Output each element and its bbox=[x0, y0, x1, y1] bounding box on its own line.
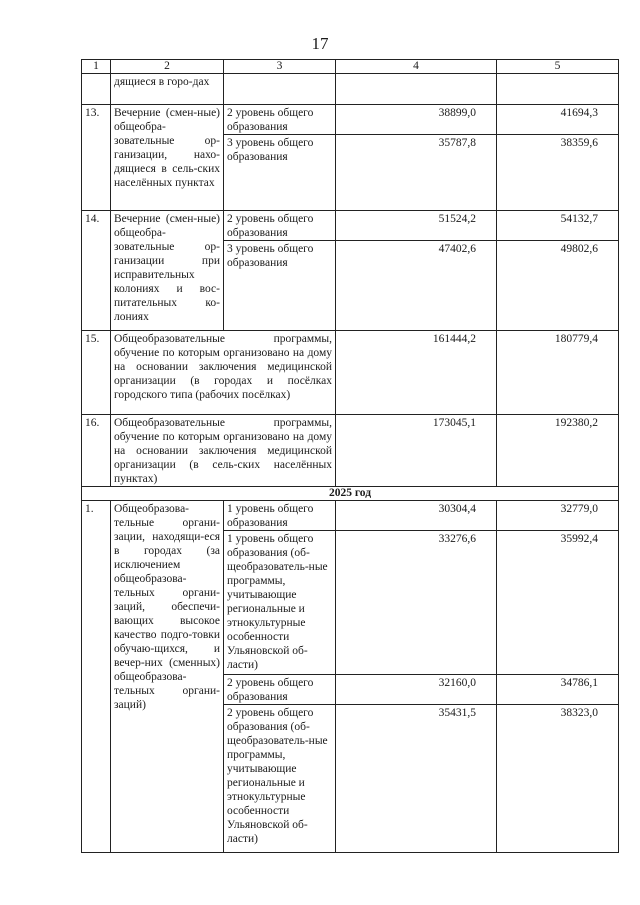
row-number: 1. bbox=[82, 501, 111, 853]
education-level: 2 уровень общего образования (об-щеобразователь-ные программы, учитывающие региональные и этнокультурные особенности Ульяновской об-ласти) bbox=[224, 705, 336, 853]
row-name: Вечерние (смен-ные) общеобра-зовательные ор-ганизации при исправительных колониях и вос-питательных ко-лониях bbox=[111, 211, 224, 331]
value-col-4: 35431,5 bbox=[336, 705, 497, 853]
row-number: 15. bbox=[82, 331, 111, 415]
education-level: 2 уровень общего образования bbox=[224, 105, 336, 135]
value-col-5: 34786,1 bbox=[497, 675, 619, 705]
tariff-table bbox=[81, 59, 619, 853]
education-level: 3 уровень общего образования bbox=[224, 135, 336, 211]
row-number: 14. bbox=[82, 211, 111, 331]
page-number: 17 bbox=[311, 34, 329, 53]
row-continuation-text: дящиеся в горо-дах bbox=[111, 74, 224, 105]
table-row bbox=[82, 501, 619, 531]
education-level: 1 уровень общего образования bbox=[224, 501, 336, 531]
header-col-3: 3 bbox=[224, 60, 336, 74]
value-col-5: 54132,7 bbox=[497, 211, 619, 241]
education-level: 3 уровень общего образования bbox=[224, 241, 336, 331]
table-row bbox=[82, 74, 619, 105]
table-row bbox=[82, 105, 619, 135]
header-col-1: 1 bbox=[82, 60, 111, 74]
education-level: 2 уровень общего образования bbox=[224, 675, 336, 705]
value-col-5: 32779,0 bbox=[497, 501, 619, 531]
table-row bbox=[82, 331, 619, 415]
year-label: 2025 год bbox=[82, 487, 619, 501]
header-col-5: 5 bbox=[497, 60, 619, 74]
value-col-5: 38359,6 bbox=[497, 135, 619, 211]
value-col-5: 35992,4 bbox=[497, 531, 619, 675]
value-col-4: 38899,0 bbox=[336, 105, 497, 135]
education-level: 1 уровень общего образования (об-щеобразователь-ные программы, учитывающие региональные и этнокультурные особенности Ульяновской об-ласти) bbox=[224, 531, 336, 675]
education-level: 2 уровень общего образования bbox=[224, 211, 336, 241]
value-col-4: 161444,2 bbox=[336, 331, 497, 415]
value-col-5: 41694,3 bbox=[497, 105, 619, 135]
value-col-4: 173045,1 bbox=[336, 415, 497, 487]
value-col-4: 35787,8 bbox=[336, 135, 497, 211]
header-col-4: 4 bbox=[336, 60, 497, 74]
table-row bbox=[82, 211, 619, 241]
value-col-5: 38323,0 bbox=[497, 705, 619, 853]
row-name: Общеобразова-тельные органи-зации, находящи-еся в городах (за исключением общеобразова-тельных органи-заций, обеспечи-вающих высокое качество подго-товки обучаю-щихся, и вечер-них (сменных) общеобразова-тельных органи-заций) bbox=[111, 501, 224, 853]
header-col-2: 2 bbox=[111, 60, 224, 74]
value-col-5: 192380,2 bbox=[497, 415, 619, 487]
value-col-5: 180779,4 bbox=[497, 331, 619, 415]
row-name: Вечерние (смен-ные) общеобра-зовательные ор-ганизации, нахо-дящиеся в сель-ских населённых пунктах bbox=[111, 105, 224, 211]
value-col-4: 32160,0 bbox=[336, 675, 497, 705]
year-row bbox=[82, 487, 619, 501]
value-col-4: 51524,2 bbox=[336, 211, 497, 241]
value-col-4: 47402,6 bbox=[336, 241, 497, 331]
value-col-5: 49802,6 bbox=[497, 241, 619, 331]
row-name: Общеобразовательные программы, обучение по которым организовано на дому на основании заключения медицинской организации (в сель-ских населённых пунктах) bbox=[111, 415, 336, 487]
row-name: Общеобразовательные программы, обучение по которым организовано на дому на основании заключения медицинской организации (в городах и посёлках городского типа (рабочих посёлках) bbox=[111, 331, 336, 415]
header-row bbox=[82, 60, 619, 74]
table-row bbox=[82, 415, 619, 487]
row-number: 13. bbox=[82, 105, 111, 211]
row-number: 16. bbox=[82, 415, 111, 487]
value-col-4: 33276,6 bbox=[336, 531, 497, 675]
value-col-4: 30304,4 bbox=[336, 501, 497, 531]
